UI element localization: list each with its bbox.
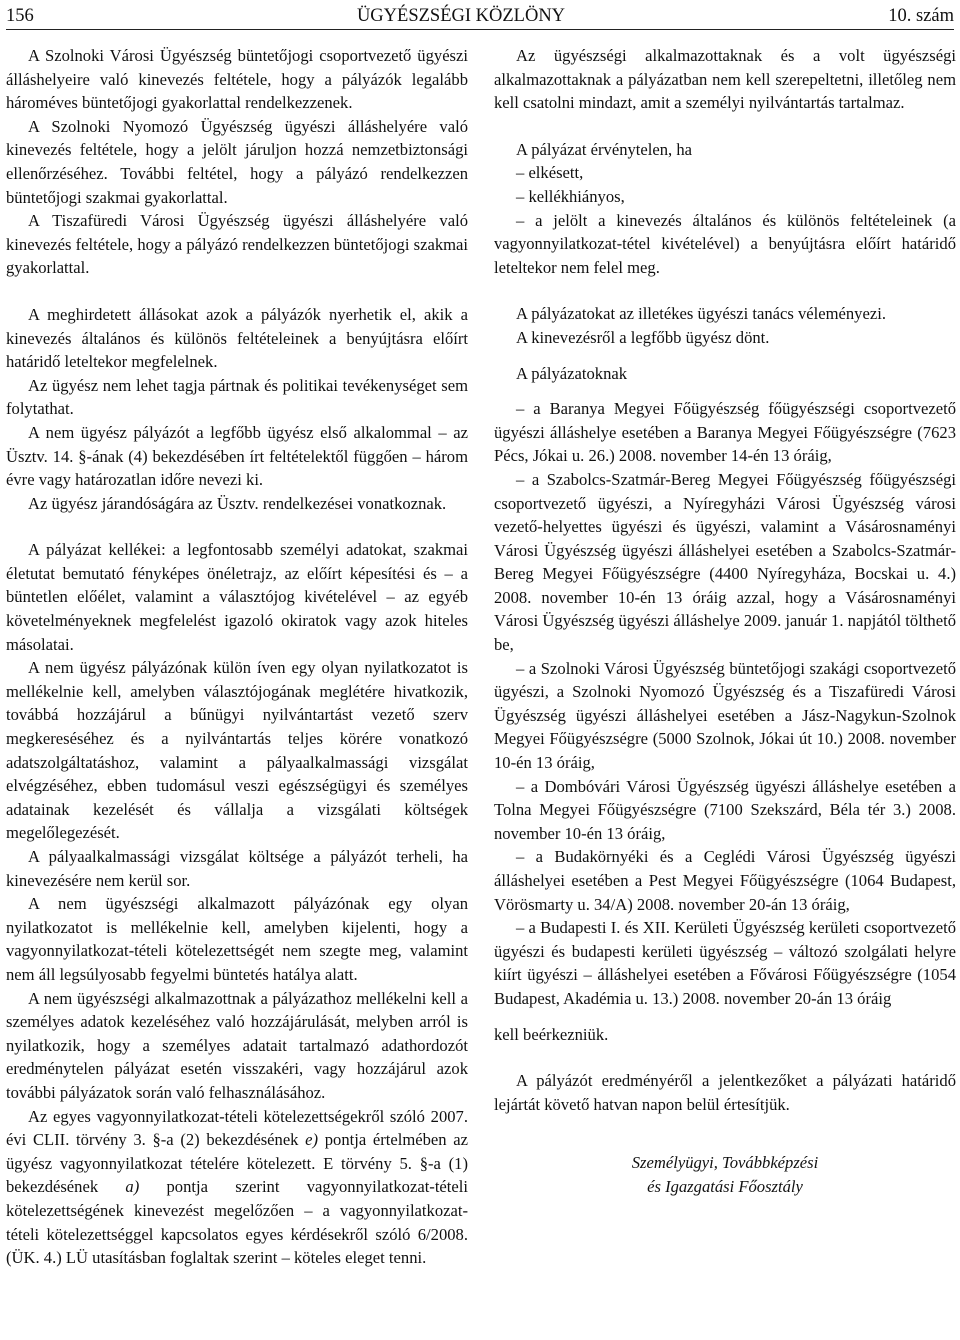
paragraph: A nem ügyész pályázónak külön íven egy olyan nyilatkozatot is mellékelnie kell, amelyben választójogának meglétére hivatkozik, továbbá hozzájárul a bűnügyi nyilvántartást vezető szerv megkereséséhez és a nyilvántartás teljes körére vonatkozó adatszolgáltatáshoz, valamint a pályaalkalmassági vizsgálat elvégzéséhez, ebben tudomásul veszi egészségügyi és személyes adatainak kezelését és vállalja a vizsgálati költségek megelőlegezését. (6, 658, 468, 843)
paragraph: A pályázat kellékei: a legfontosabb személyi adatokat, szakmai életutat bemutató fényképes önéletrajz, az előírt képesítési és – a büntetlen előélet, valamint a választójog kivételével – az egyéb követelményeknek megfelelést igazoló okiratok vagy azok hiteles másolatai. (6, 540, 468, 654)
list-item: – a Baranya Megyei Főügyészség főügyészségi csoportvezető ügyészi álláshelye esetében a Baranya Megyei Főügyészségre (7623 Pécs, Jókai u. 26.) 2008. november 14-én 13 óráig, (494, 399, 956, 466)
paragraph: A kinevezésről a legfőbb ügyész dönt. (516, 327, 770, 347)
paragraph (6, 1105, 468, 1270)
list-item: – a jelölt a kinevezés általános és különös feltételeinek (a vagyonnyilatkozat-tétel kivételével) a benyújtásra előírt határidő leteltekor nem felel meg. (494, 210, 956, 277)
paragraph: Az ügyész járandóságára az Üsztv. rendelkezései vonatkoznak. (28, 493, 447, 513)
text-run: pontja értelmében az ügyész vagyonnyilatkozat tételére kötelezett. E törvény 5. §-a (1) bekezdésének (6, 1130, 468, 1197)
left-column (6, 44, 468, 1270)
paragraph: A meghirdetett állásokat azok a pályázók nyerhetik el, akik a kinevezés általános és különös feltételeinek a benyújtásra előírt határidő leteltekor megfelelnek. (6, 304, 468, 372)
right-column (494, 44, 956, 1199)
signature-line: Személyügyi, Továbbképzési (631, 1153, 819, 1173)
paragraph: A pályaalkalmassági vizsgálat költsége a pályázót terheli, ha kinevezésére nem kerül sor. (6, 847, 468, 890)
paragraph: kell beérkezniük. (494, 1024, 609, 1044)
issue-number: 10. szám (888, 5, 954, 26)
text-run-italic: e) (305, 1130, 319, 1150)
list-item: – elkésett, (516, 163, 584, 183)
page-number: 156 (6, 5, 34, 26)
list-item: – a Szolnoki Városi Ügyészség büntetőjogi szakági csoportvezető ügyészi, a Szolnoki Nyomozó Ügyészség és a Tiszafüredi Városi Ügyészség ügyészi álláshelyei esetében a Jász-Nagykun-Szolnok Megyei Főügyészségre (5000 Szolnok, Jókai út 10.) 2008. november 10-én 13 óráig, (494, 658, 956, 773)
paragraph: A Szolnoki Nyomozó Ügyészség ügyészi álláshelyére való kinevezés feltétele, hogy a jelölt járuljon hozzá nemzetbiztonsági ellenőrzéséhez. További feltétel, hogy a pályázó rendelkezzen büntetőjogi szakmai gyakorlattal. (6, 116, 468, 207)
paragraph: A pályázatoknak (516, 363, 628, 383)
paragraph: A Szolnoki Városi Ügyészség büntetőjogi csoportvezető ügyészi álláshelyeire való kinevezés feltétele, hogy a pályázók legalább hároméves büntetőjogi gyakorlattal rendelkezzenek. (6, 46, 468, 113)
paragraph: A pályázat érvénytelen, ha (516, 139, 692, 159)
paragraph: A nem ügyészségi alkalmazottnak a pályázathoz mellékelni kell a személyes adatok kezeléséhez való hozzájárulását, melyben arról is nyilatkozik, hogy a személyes adatait tartalmazó adathordozót eredménytelen pályázat esetén visszakéri, vagy hozzájárul azok további pályázatok során való felhasználásához. (6, 988, 468, 1102)
paragraph: A nem ügyészségi alkalmazott pályázónak egy olyan nyilatkozatot is mellékelnie kell, amelyben kijelenti, hogy a vagyonnyilatkozat-tételi kötelezettségét nem szegte meg, valamint nem áll legsúlyosabb fegyelmi büntetés hatálya alatt. (6, 894, 468, 984)
paragraph: A pályázót eredményéről a jelentkezőket a pályázati határidő lejártát követő hatvan napon belül értesítjük. (494, 1071, 956, 1114)
paragraph: A nem ügyész pályázót a legfőbb ügyész első alkalommal – az Üsztv. 14. §-ának (4) bekezdésében írt feltételektől függően – három évre vagy határozatlan időre nevezi ki. (6, 422, 468, 490)
paragraph: A Tiszafüredi Városi Ügyészség ügyészi álláshelyére való kinevezés feltétele, hogy a pályázó rendelkezzen büntetőjogi szakmai gyakorlattal. (6, 211, 468, 278)
list-item: – a Dombóvári Városi Ügyészség ügyészi álláshelye esetében a Tolna Megyei Főügyészségre (7100 Szekszárd, Béla tér 3.) 2008. november 10-én 13 óráig, (494, 776, 956, 843)
paragraph: Az ügyészségi alkalmazottaknak és a volt ügyészségi alkalmazottaknak a pályázatban nem kell szerepeltetni, illetőleg nem kell csatolni mindazt, amit a személyi nyilvántartás tartalmaz. (494, 46, 956, 113)
page-header (6, 0, 954, 30)
signature-line: és Igazgatási Főosztály (647, 1176, 803, 1196)
paragraph: Az ügyész nem lehet tagja pártnak és politikai tevékenységet sem folytathat. (6, 375, 468, 419)
list-item: – a Budapesti I. és XII. Kerületi Ügyészség kerületi csoportvezető ügyészi és budapesti kerületi ügyészség – változó szolgálati helyre kiírt ügyészi – álláshelyei esetében a Fővárosi Főügyészségre (1054 Budapest, Akadémia u. 13.) 2008. november 20-án 13 óráig (494, 918, 956, 1008)
journal-title: ÜGYÉSZSÉGI KÖZLÖNY (356, 5, 566, 26)
paragraph: A pályázatokat az illetékes ügyészi tanács véleményezi. (516, 304, 886, 324)
list-item: – a Budakörnyéki és a Ceglédi Városi Ügyészség ügyészi álláshelyei esetében a Pest Megyei Főügyészségre (1064 Budapest, Vörösmarty u. 34/A) 2008. november 20-án 13 óráig, (494, 847, 956, 914)
list-item: – a Szabolcs-Szatmár-Bereg Megyei Főügyészség főügyészségi csoportvezető ügyészi, a Nyíregyházi Városi Ügyészség városi vezető-helyettes ügyészi és ügyészi, valamint a Vásárosnaményi Városi Ügyészség ügyészi álláshelyei esetében a Szabolcs-Szatmár-Bereg Megyei Főügyészségre (4400 Nyíregyháza, Bocskai u. 4.) 2008. november 10-én 13 óráig azzal, hogy a Vásárosnaményi Városi Ügyészség ügyészi álláshelye 2009. január 1. napjától tölthető be, (494, 469, 956, 655)
list-item: – kellékhiányos, (516, 186, 625, 206)
text-run: Az egyes vagyonnyilatkozat-tételi kötelezettségekről szóló 2007. évi CLII. törvény 3. §-a (2) bekezdésének (6, 1106, 468, 1150)
text-run: pontja szerint vagyonnyilatkozat-tételi kötelezettségének kinevezést megelőzően – a vagyonnyilatkozat-tételi kötelezettséggel kapcsolatos egyes kérdésekről szóló 6/2008. (ÜK. 4.) LÜ utasításban foglaltak szerint – köteles eleget tenni. (6, 1177, 468, 1268)
text-run-italic: a) (125, 1177, 140, 1197)
